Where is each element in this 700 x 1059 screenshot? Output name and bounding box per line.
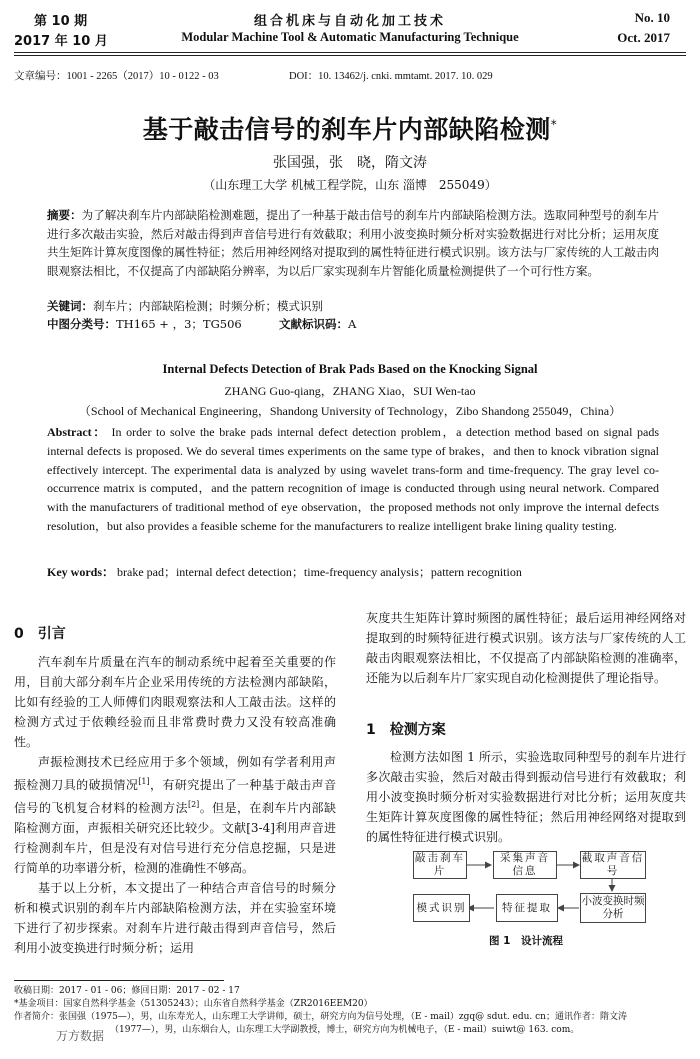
flow-box-pattern-recognition: 模式识别 [413, 894, 470, 922]
intro-paragraph-3: 基于以上分析，本文提出了一种结合声音信号的时频分析和模式识别的刹车片内部缺陷检测方法，并在实验室环境下进行了初步探索。对刹车片进行敲击得到声音信号，然后利用小波变换进行时频分析；运用 [14, 881, 336, 955]
flow-box-feature-extraction: 特征提取 [496, 894, 558, 922]
classification-label: 中图分类号： [47, 317, 116, 331]
intro-paragraph-3-continued: 灰度共生矩阵计算时频图的属性特征；最后运用神经网络对提取到的时频特征进行模式识别。该方法与厂家传统的人工敲击肉眼观察法相比，不仅提高了内部缺陷检测的准确率，还能为以后刹车片厂家实现自动化检测提供了理论指导。 [366, 611, 686, 685]
flow-box-wavelet-analysis: 小波变换时频分析 [580, 893, 646, 923]
intro-p2-part2: ，有研究提出了一种基于敲击声音信号的飞机复合材料的检测方法 [14, 778, 336, 815]
flow-box-collect-sound: 采集声音信息 [493, 851, 557, 879]
header-rule-thick [14, 52, 686, 53]
intro-p2-part1: 声振检测技术已经应用于多个领域，例如有学者利用声振检测刀具的破损情况 [14, 755, 336, 792]
footnote-author-bio-1: 作者简介：张国强（1975—），男，山东寿光人，山东理工大学讲师，硕士，研究方向为信号处理，（E - mail）zgq@ sdut. edu. cn；通讯作者：隋文涛 [14, 1012, 627, 1022]
authors: 张国强，张 晓，隋文涛 [273, 155, 427, 171]
right-column [366, 608, 686, 688]
issue-number-en: No. 10 [634, 10, 670, 25]
section-0-heading: 0 引言 [14, 626, 66, 642]
citation-2[interactable]: [2] [187, 800, 200, 809]
footnote-fund: *基金项目：国家自然科学基金（51305243）；山东省自然科学基金（ZR2016EEM20） [14, 999, 373, 1009]
english-authors: ZHANG Guo-qiang，ZHANG Xiao，SUI Wen-tao [224, 384, 476, 398]
paper-title [0, 110, 700, 146]
abstract-cn [47, 206, 659, 280]
fund-footnote-mark: * [550, 117, 558, 132]
english-title: Internal Defects Detection of Brak Pads Based on the Knocking Signal [162, 362, 538, 376]
classification-code: TH165 + ，3；TG506 [116, 317, 242, 331]
footnote-dates: 收稿日期：2017 - 01 - 06；修回日期：2017 - 02 - 17 [14, 986, 240, 996]
journal-name-en: Modular Machine Tool & Automatic Manufacturing Technique [181, 30, 519, 44]
english-keywords-text: brake pad；internal defect detection；time-frequency analysis；pattern recognition [117, 565, 522, 579]
flow-box-intercept-signal: 截取声音信号 [581, 852, 645, 877]
keywords-cn [47, 298, 323, 314]
flow-box-knock-pads: 敲击刹车片 [415, 852, 465, 877]
english-abstract-text: In order to solve the brake pads internal defect detection problem，a detection method based on signal pads internal defects is proposed. We do several times experiments on the same type of brakes，and then to knock vibration signal effectively intercept. The experimental data is analyzed by using wavelet trans-form and time-frequency. The gray level co-occurrence matrix is computed，and the pattern recognition of image is conducted through using neural network. Compared with the manufacturers of traditional method of eye observation，the proposed methods not only improve the internal defects resolution，but also provides a feasible scheme for the manufacturers to realize intelligent brake lining quality testing. [47, 425, 660, 533]
paper-title-text: 基于敲击信号的刹车片内部缺陷检测 [142, 115, 551, 144]
abstract-cn-label: 摘要： [47, 208, 82, 222]
english-keywords [47, 563, 522, 580]
keywords-cn-label: 关键词： [47, 299, 93, 313]
english-abstract-label: Abstract： [47, 425, 107, 439]
article-meta [14, 68, 493, 83]
footnote-author-bio-2: （1977—），男，山东烟台人，山东理工大学副教授，博士，研究方向为机械电子，（E - mail）suiwt@ 163. com。 [110, 1025, 580, 1035]
header-rule-thin [14, 55, 686, 56]
figure-1-caption: 图 1 设计流程 [489, 935, 563, 947]
intro-paragraph-2 [14, 752, 336, 878]
footnote-rule [14, 980, 224, 981]
issue-date-cn: 2017 年 10 月 [14, 34, 108, 49]
document-code-label: 文献标识码： [279, 317, 348, 331]
doi: DOI：10. 13462/j. cnki. mmtamt. 2017. 10. 029 [289, 71, 493, 82]
issue-date-en: Oct. 2017 [617, 30, 670, 45]
method-paragraph-1: 检测方法如图 1 所示，实验选取同种型号的刹车片进行多次敲击实验，然后对敲击得到振动信号进行有效截取；利用小波变换时频分析对实验数据进行对比分析；运用灰度共生矩阵计算灰度图像的属性特征；然后用神经网络对提取到的属性特征进行模式识别。 [366, 750, 686, 844]
english-keywords-label: Key words： [47, 565, 114, 579]
issue-number-cn: 第 10 期 [34, 14, 88, 29]
section-1-heading: 1 检测方案 [366, 722, 446, 738]
article-number: 文章编号：1001 - 2265（2017）10 - 0122 - 03 [14, 71, 219, 82]
left-column [14, 652, 336, 958]
classification [47, 316, 357, 332]
english-abstract [47, 423, 659, 536]
wanfang-watermark: 万方数据 [56, 1029, 105, 1043]
keywords-cn-text: 刹车片；内部缺陷检测；时频分析；模式识别 [93, 299, 323, 313]
intro-p2-part3: 。但是，在刹车片内部缺陷检测方面，声振相关研究还比较少。文献[3-4]利用声音进行检测刹车片，但是没有对信号进行充分信息挖掘，只是进行简单的功率谱分析，检测的准确性不够高。 [14, 801, 336, 875]
citation-1[interactable]: [1] [138, 777, 150, 786]
english-affiliation: （School of Mechanical Engineering，Shandong University of Technology，Zibo Shandong 255049，China） [78, 404, 622, 418]
intro-paragraph-1: 汽车刹车片质量在汽车的制动系统中起着至关重要的作用，目前大部分刹车片企业采用传统的方法检测内部缺陷，比如有经验的工人师傅们肉眼观察法和人工敲击法。这样的检测方式过于依赖经验而且非常费时费力又没有较高准确性。 [14, 655, 336, 749]
abstract-cn-text: 为了解决刹车片内部缺陷检测难题，提出了一种基于敲击信号的刹车片内部缺陷检测方法。选取同种型号的刹车片进行多次敲击实验，然后对敲击得到声音信号进行有效截取；利用小波变换时频分析对实验数据进行对比分析；运用灰度共生矩阵计算灰度图像的属性特征；然后用神经网络对提取到的属性特征进行模式识别。该方法与厂家传统的人工敲击肉眼观察法相比，不仅提高了内部缺陷分辨率，为以后厂家实现刹车片智能化质量检测提供了一个可行性方案。 [47, 208, 660, 278]
method-text [366, 747, 686, 847]
document-code: A [348, 317, 357, 331]
affiliation: （山东理工大学 机械工程学院，山东 淄博 255049） [203, 178, 497, 192]
journal-name-cn: 组合机床与自动化加工技术 [253, 14, 446, 29]
